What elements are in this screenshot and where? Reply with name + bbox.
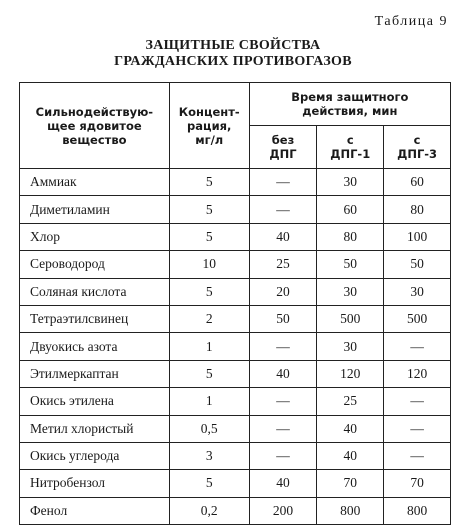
table-title [0,38,466,70]
time-dpg3-cell: 120 [384,360,451,387]
time-dpg1-cell: 500 [317,305,384,332]
time-dpg1-cell: 70 [317,470,384,497]
concentration-cell: 5 [169,223,249,250]
time-no-dpg-cell: 50 [249,305,317,332]
table-row [20,251,451,278]
header-concentration-line: Концент- [178,104,240,119]
header-dpg1-line: ДПГ-1 [330,147,371,161]
time-no-dpg-cell: 40 [249,223,317,250]
header-dpg3 [384,126,451,169]
concentration-cell: 5 [169,169,249,196]
time-no-dpg-cell: 40 [249,360,317,387]
header-no-dpg [249,126,317,169]
concentration-cell: 3 [169,442,249,469]
table-row [20,497,451,524]
time-no-dpg-cell: 40 [249,470,317,497]
time-dpg1-cell: 80 [317,223,384,250]
concentration-cell: 2 [169,305,249,332]
time-dpg1-cell: 30 [317,278,384,305]
time-dpg3-cell: — [384,415,451,442]
header-dpg3-line: с [413,133,421,147]
time-dpg3-cell: — [384,442,451,469]
substance-name-cell: Соляная кислота [20,278,170,305]
substance-name-cell: Двуокись азота [20,333,170,360]
time-no-dpg-cell: — [249,333,317,360]
time-no-dpg-cell: 20 [249,278,317,305]
header-concentration-line: мг/л [195,132,224,147]
concentration-cell: 10 [169,251,249,278]
time-dpg1-cell: 30 [317,169,384,196]
table-body [20,169,451,525]
header-concentration [169,83,249,169]
header-dpg1 [317,126,384,169]
concentration-cell: 1 [169,333,249,360]
title-line-2: ГРАЖДАНСКИХ ПРОТИВОГАЗОВ [114,54,352,69]
concentration-cell: 5 [169,470,249,497]
time-no-dpg-cell: — [249,169,317,196]
table-row [20,305,451,332]
header-substance [20,83,170,169]
header-no-dpg-line: ДПГ [269,147,297,161]
time-no-dpg-cell: — [249,388,317,415]
table-row [20,333,451,360]
time-dpg3-cell: 80 [384,196,451,223]
time-dpg3-cell: — [384,388,451,415]
concentration-cell: 1 [169,388,249,415]
time-dpg1-cell: 800 [317,497,384,524]
header-substance-line: щее ядовитое [47,118,142,133]
substance-name-cell: Сероводород [20,251,170,278]
time-dpg3-cell: 50 [384,251,451,278]
time-dpg3-cell: 60 [384,169,451,196]
substance-name-cell: Окись углерода [20,442,170,469]
header-substance-line: Сильнодействую- [35,104,154,119]
time-no-dpg-cell: 200 [249,497,317,524]
header-time-line: действия, мин [302,104,398,118]
table-row [20,470,451,497]
time-dpg3-cell: 100 [384,223,451,250]
time-no-dpg-cell: — [249,196,317,223]
header-time-line: Время защитного [291,90,409,104]
time-dpg3-cell: 30 [384,278,451,305]
substance-name-cell: Метил хлористый [20,415,170,442]
table-row [20,278,451,305]
time-dpg1-cell: 60 [317,196,384,223]
substance-name-cell: Нитробензол [20,470,170,497]
time-dpg1-cell: 30 [317,333,384,360]
time-no-dpg-cell: — [249,415,317,442]
table-row [20,169,451,196]
gas-mask-protection-table [19,82,451,525]
header-dpg1-line: с [346,133,354,147]
time-dpg3-cell: 800 [384,497,451,524]
table-row [20,223,451,250]
concentration-cell: 5 [169,360,249,387]
substance-name-cell: Этилмеркаптан [20,360,170,387]
substance-name-cell: Диметиламин [20,196,170,223]
concentration-cell: 5 [169,278,249,305]
header-no-dpg-line: без [271,133,295,147]
concentration-cell: 0,2 [169,497,249,524]
table-row [20,442,451,469]
time-dpg3-cell: — [384,333,451,360]
time-no-dpg-cell: — [249,442,317,469]
substance-name-cell: Окись этилена [20,388,170,415]
header-protection-time [249,83,450,126]
title-line-1: ЗАЩИТНЫЕ СВОЙСТВА [145,38,321,53]
substance-name-cell: Фенол [20,497,170,524]
table-row [20,415,451,442]
time-no-dpg-cell: 25 [249,251,317,278]
time-dpg1-cell: 120 [317,360,384,387]
concentration-cell: 0,5 [169,415,249,442]
time-dpg1-cell: 40 [317,415,384,442]
concentration-cell: 5 [169,196,249,223]
header-concentration-line: рация, [187,118,232,133]
header-dpg3-line: ДПГ-3 [397,147,438,161]
table-row [20,388,451,415]
time-dpg1-cell: 40 [317,442,384,469]
table-number-label: Таблица 9 [374,14,448,29]
substance-name-cell: Хлор [20,223,170,250]
time-dpg3-cell: 70 [384,470,451,497]
table-row [20,196,451,223]
table-row [20,360,451,387]
time-dpg1-cell: 25 [317,388,384,415]
time-dpg1-cell: 50 [317,251,384,278]
time-dpg3-cell: 500 [384,305,451,332]
header-substance-line: вещество [62,132,127,147]
substance-name-cell: Аммиак [20,169,170,196]
substance-name-cell: Тетраэтилсвинец [20,305,170,332]
